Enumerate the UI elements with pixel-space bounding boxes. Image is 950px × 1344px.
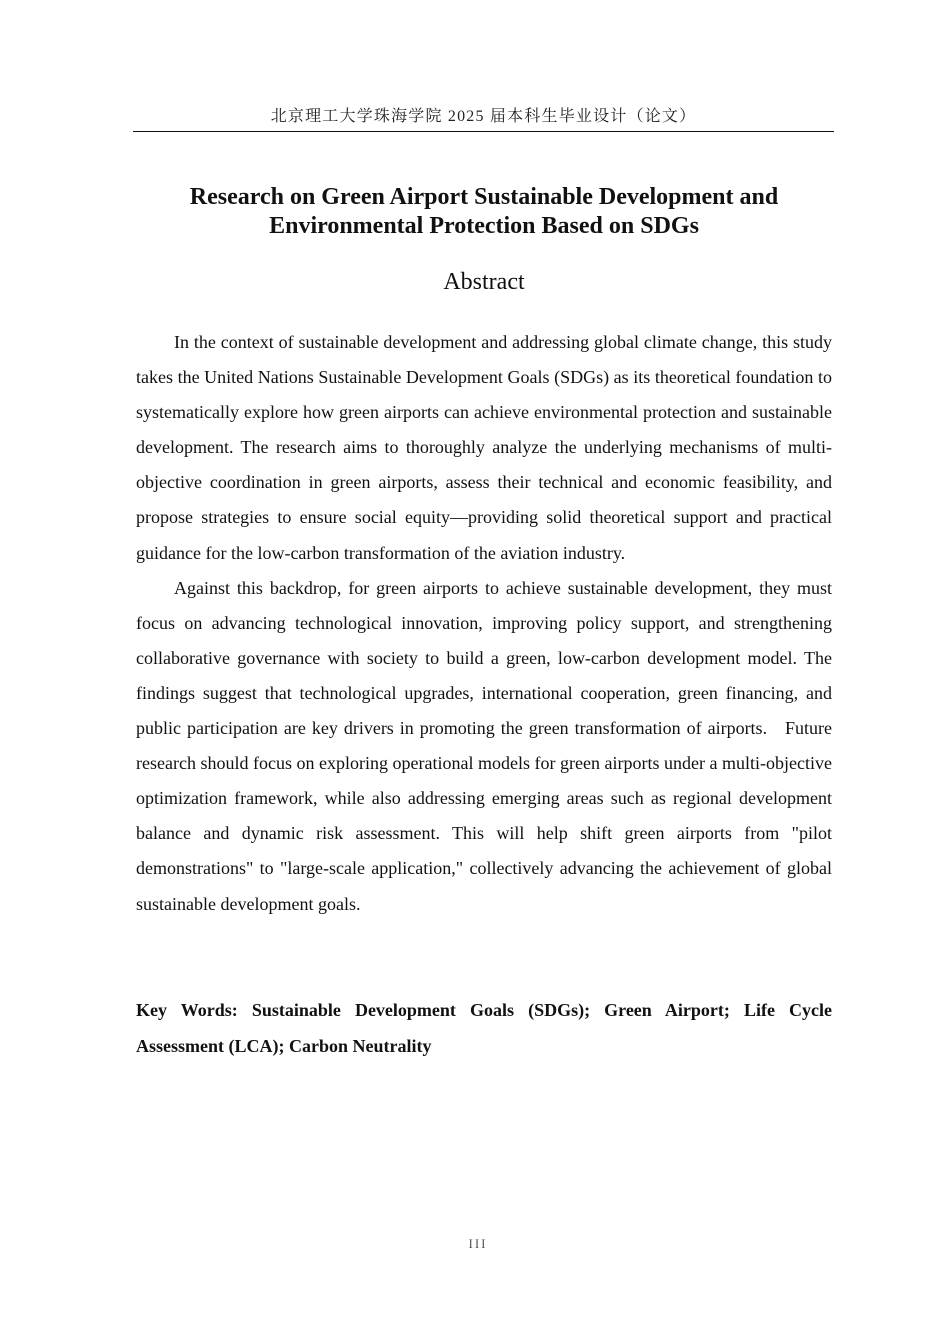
title-line-2: Environmental Protection Based on SDGs [269, 213, 699, 239]
thesis-title [136, 183, 832, 241]
page-number: III [468, 1236, 488, 1251]
page-header: 北京理工大学珠海学院 2025 届本科生毕业设计（论文） [133, 104, 834, 132]
title-line-1: Research on Green Airport Sustainable Development and [189, 184, 779, 210]
keywords: Key Words: Sustainable Development Goals (SDGs); Green Airport; Life Cycle Assessment (LCA); Carbon Neutrality [136, 1000, 832, 1056]
abstract-paragraph-1: In the context of sustainable development and addressing global climate change, this study takes the United Nations Sustainable Development Goals (SDGs) as its theoretical foundation to systematically explore how green airports can achieve environmental protection and sustainable development. The research aims to thoroughly analyze the underlying mechanisms of multi-objective coordination in green airports, assess their technical and economic feasibility, and propose strategies to ensure social equity—providing solid theoretical support and practical guidance for the low-carbon transformation of the aviation industry. [136, 332, 832, 563]
abstract-body [136, 325, 832, 922]
abstract-paragraph-2: Against this backdrop, for green airports to achieve sustainable development, they must focus on advancing technological innovation, improving policy support, and strengthening collaborative governance with society to build a green, low-carbon development model. The findings suggest that technological upgrades, international cooperation, green financing, and public participation are key drivers in promoting the green transformation of airports. Future research should focus on exploring operational models for green airports under a multi-objective optimization framework, while also addressing emerging areas such as regional development balance and dynamic risk assessment. This will help shift green airports from "pilot demonstrations" to "large-scale application," collectively advancing the achievement of global sustainable development goals. [136, 577, 832, 914]
abstract-heading: Abstract [443, 269, 525, 295]
